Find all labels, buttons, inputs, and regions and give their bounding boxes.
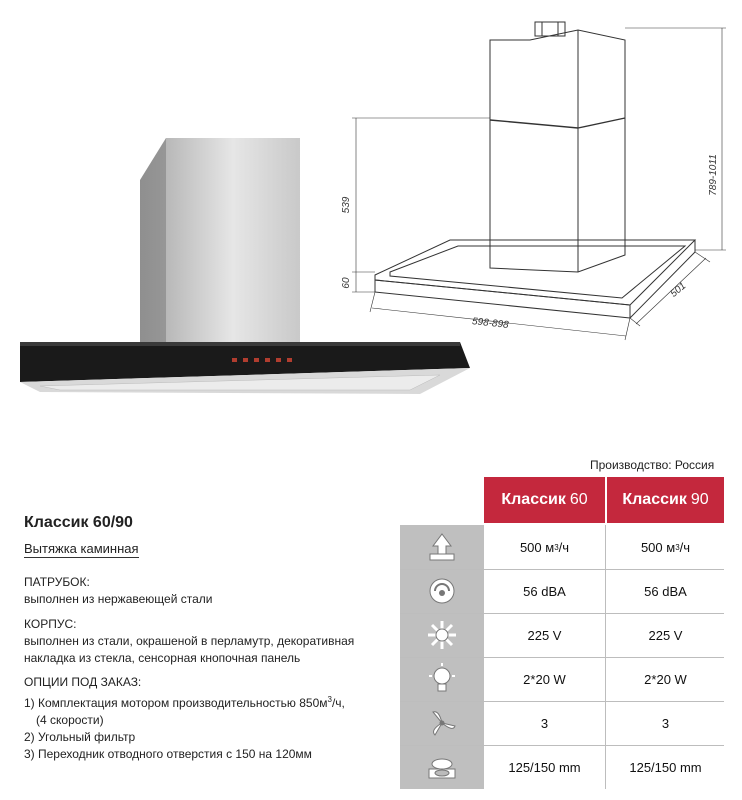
duct-icon — [400, 745, 484, 789]
dim-depth: 501 — [668, 280, 689, 300]
options-block — [24, 674, 404, 763]
dim-height-total: 789-1011 — [708, 154, 719, 196]
option-item — [24, 691, 404, 712]
section-heading: ПАТРУБОК: — [24, 575, 90, 589]
option-item: 3) Переходник отводного отверстия с 150 на 120мм — [24, 747, 312, 761]
product-subtitle: Вытяжка каминная — [24, 541, 139, 556]
value-text: 500 м — [519, 539, 555, 555]
value-voltage-60: 225 V — [527, 627, 562, 643]
value-duct-90: 125/150 mm — [629, 759, 702, 775]
fan-icon — [400, 701, 484, 745]
dim-height-canopy: 60 — [341, 277, 352, 289]
section-body — [24, 616, 404, 667]
value-sup: 3 — [675, 542, 680, 552]
option-sup: 3 — [327, 695, 332, 704]
section-text: накладка из стекла, сенсорная кнопочная панель — [24, 651, 301, 665]
option-subtext: (4 скорости) — [36, 713, 104, 727]
value-tail: /ч — [679, 539, 691, 555]
value-speeds-90: 3 — [661, 715, 670, 731]
option-text: 1) Комплектация мотором производительностью — [24, 696, 300, 710]
value-airflow-90 — [607, 525, 724, 569]
section-nozzle — [24, 574, 384, 608]
section-text: выполнен из стали, окрашеной в перламутр, декоративная — [24, 634, 355, 648]
dim-width: 598-898 — [471, 316, 510, 331]
value-voltage-90: 225 V — [648, 627, 683, 643]
options-heading: ОПЦИИ ПОД ЗАКАЗ: — [24, 675, 142, 689]
column-number: 60 — [569, 491, 588, 508]
product-title: Классик 60/90 — [24, 514, 133, 531]
value-tail: /ч — [558, 539, 570, 555]
value-duct-60: 125/150 mm — [508, 759, 581, 775]
airflow-icon — [400, 525, 484, 569]
value-noise-60: 56 dBA — [523, 583, 566, 599]
column-header-60 — [484, 477, 605, 523]
option-tail: /ч, — [331, 696, 345, 710]
column-name: Классик — [501, 491, 566, 508]
spec-table — [400, 477, 724, 789]
option-item: 2) Угольный фильтр — [24, 730, 136, 744]
value-noise-90: 56 dBA — [644, 583, 687, 599]
value-lamp-60: 2*20 W — [523, 671, 566, 687]
value-lamp-90: 2*20 W — [644, 671, 687, 687]
column-header-90 — [607, 477, 724, 523]
section-heading: КОРПУС: — [24, 617, 77, 631]
value-airflow-60 — [484, 525, 605, 569]
noise-icon — [400, 569, 484, 613]
column-name: Классик — [622, 491, 687, 508]
dimension-drawing — [330, 0, 742, 345]
value-sup: 3 — [554, 542, 559, 552]
option-value: 850м — [299, 696, 328, 710]
value-speeds-60: 3 — [540, 715, 549, 731]
lamp-icon — [400, 657, 484, 701]
section-text: выполнен из нержавеющей стали — [24, 592, 213, 606]
origin-label: Производство: Россия — [590, 458, 715, 472]
column-number: 90 — [690, 491, 709, 508]
value-text: 500 м — [640, 539, 676, 555]
dim-height-chimney: 539 — [341, 196, 352, 214]
power-icon — [400, 613, 484, 657]
